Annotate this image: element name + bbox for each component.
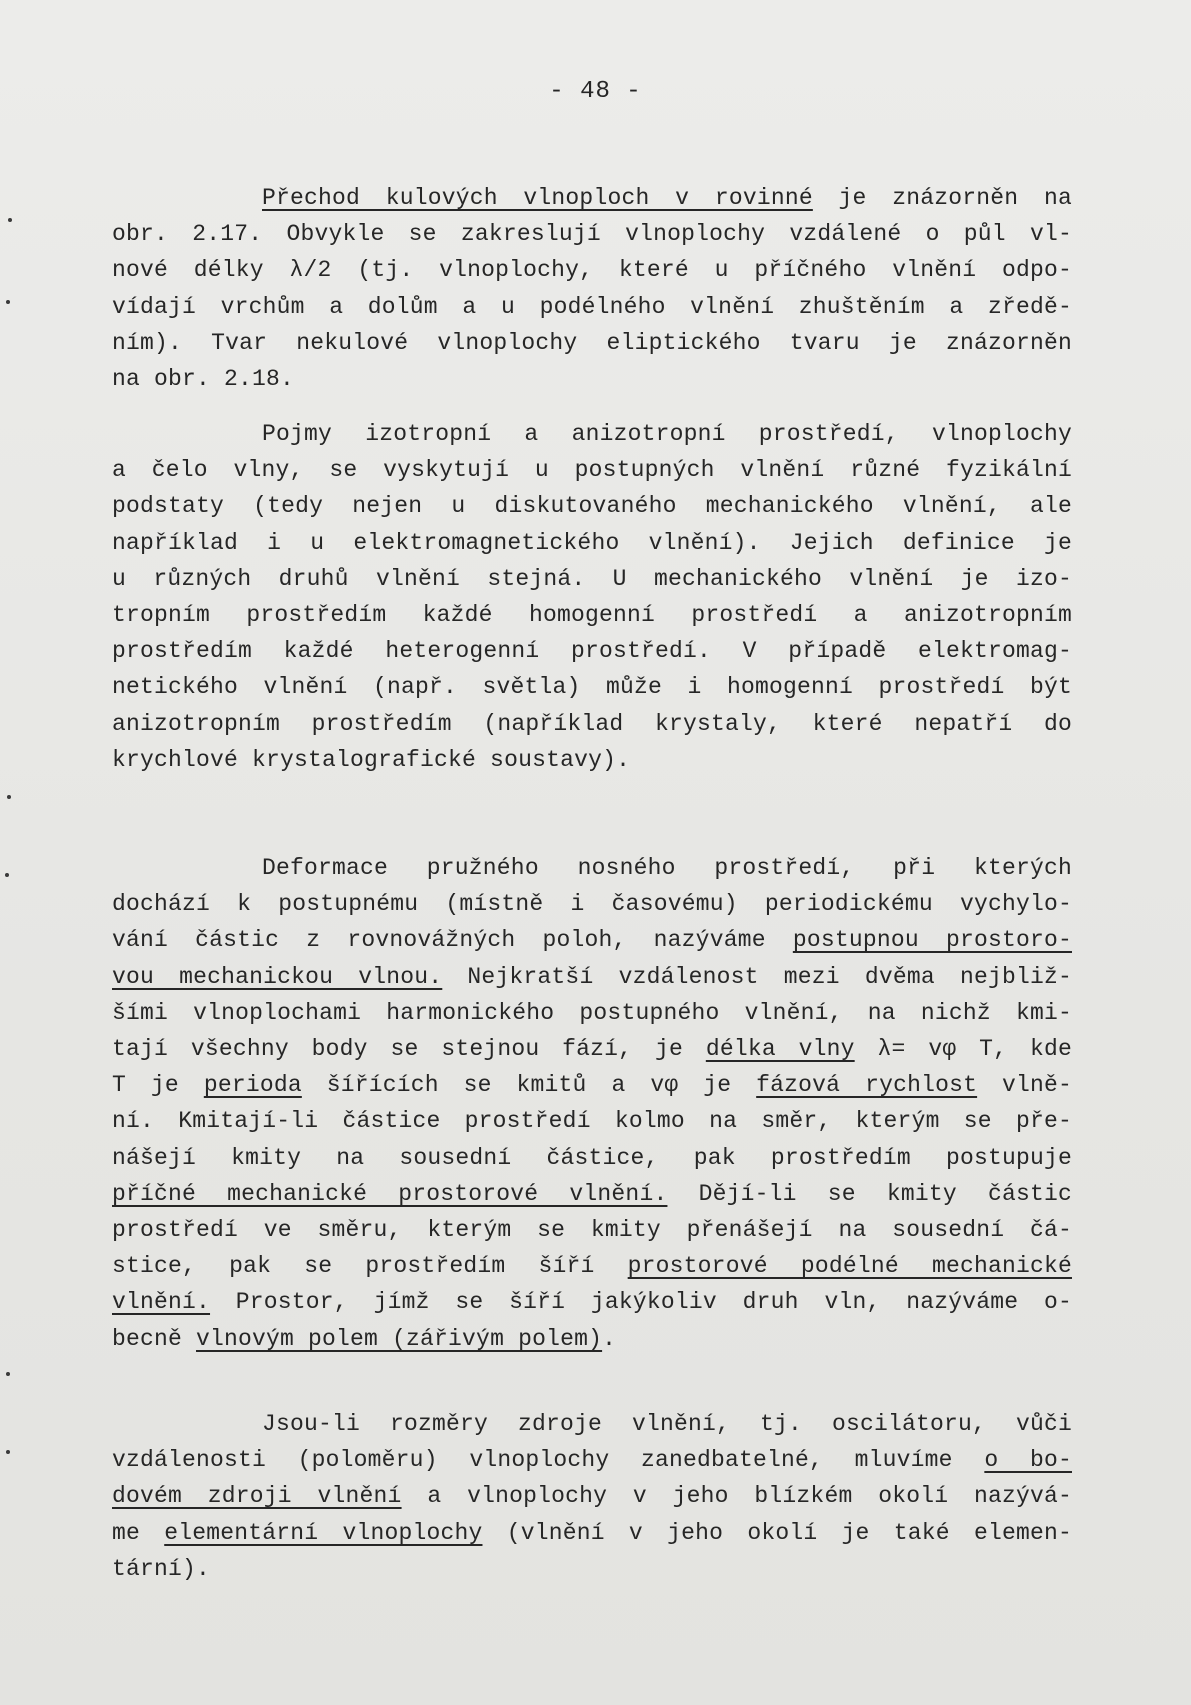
underlined-term: vou mechanickou vlnou. [112, 963, 443, 990]
text-run: krychlové krystalografické soustavy). [112, 746, 631, 773]
text-run: u různých druhů vlnění stejná. U mechanického vlnění je izo- [112, 565, 1072, 592]
text-run: Prostor, jímž se šíří jakýkoliv druh vln, nazýváme o- [210, 1289, 1072, 1316]
text-line [112, 1284, 1072, 1320]
text-line [112, 452, 1072, 488]
text-run: dochází k postupnému (místně i časovému) periodickému vychylo- [112, 891, 1072, 918]
text-run: prostředím každé heterogenní prostředí. V případě elektromag- [112, 638, 1072, 665]
text-line [112, 995, 1072, 1031]
text-run: Nejkratší vzdálenost mezi dvěma nejbliž- [442, 963, 1072, 990]
text-run: podstaty (tedy nejen u diskutovaného mechanického vlnění, ale [112, 493, 1072, 520]
text-run: nové délky λ/2 (tj. vlnoplochy, které u příčného vlnění odpo- [112, 257, 1072, 284]
text-line [112, 216, 1072, 252]
text-line [112, 959, 1072, 995]
text-line [112, 1176, 1072, 1212]
text-run: obr. 2.17. Obvykle se zakreslují vlnoplochy vzdálené o půl vl- [112, 221, 1072, 248]
underlined-term: Přechod kulových vlnoploch v rovinné [262, 185, 813, 211]
text-run: (vlnění v jeho okolí je také elemen- [482, 1519, 1072, 1546]
underlined-term: postupnou prostoro- [792, 927, 1072, 954]
underlined-term: perioda [203, 1072, 302, 1099]
text-run: T je [112, 1072, 204, 1099]
page-number: - 48 - [549, 78, 642, 105]
text-run: například i u elektromagnetického vlnění). Jejich definice je [112, 529, 1072, 556]
text-line [112, 1515, 1072, 1551]
text-run: a vlnoplochy v jeho blízkém okolí nazývá- [401, 1483, 1072, 1510]
text-line [112, 416, 1072, 452]
underlined-term: dovém zdroji vlnění [112, 1483, 402, 1510]
text-line [112, 1031, 1072, 1067]
underlined-term: příčné mechanické prostorové vlnění. [112, 1180, 668, 1207]
text-run: šířících se kmitů a vφ je [301, 1072, 757, 1099]
text-line [112, 1067, 1072, 1103]
text-line [112, 1321, 1072, 1357]
text-run: anizotropním prostředím (například krystaly, které nepatří do [112, 710, 1072, 737]
text-run: me [112, 1519, 165, 1546]
text-run: tární). [112, 1555, 211, 1582]
text-run: netického vlnění (např. světla) může i homogenní prostředí být [112, 674, 1072, 701]
text-line [112, 325, 1072, 361]
text-line [112, 361, 1072, 397]
text-run: tropním prostředím každé homogenní prostředí a anizotropním [112, 602, 1072, 629]
text-run: vzdálenosti (poloměru) vlnoplochy zanedbatelné, mluvíme [112, 1447, 985, 1474]
scan-speck [5, 873, 9, 877]
text-line [112, 525, 1072, 561]
text-line [112, 597, 1072, 633]
underlined-term: prostorové podélné mechanické [627, 1253, 1072, 1280]
text-run: ní. Kmitají-li částice prostředí kolmo na směr, kterým se pře- [112, 1108, 1072, 1135]
text-run: Pojmy izotropní a anizotropní prostředí, vlnoplochy [262, 421, 1072, 447]
text-line [112, 669, 1072, 705]
text-run: vídají vrchům a dolům a u podélného vlnění zhuštěním a zředě- [112, 293, 1072, 320]
text-line [112, 1442, 1072, 1478]
text-line [112, 1551, 1072, 1587]
paragraph-mechanical-wave-definition [112, 850, 1072, 1357]
text-run: ním). Tvar nekulové vlnoplochy eliptického tvaru je znázorněn [112, 329, 1072, 356]
text-run: a čelo vlny, se vyskytují u postupných vlnění různé fyzikální [112, 457, 1072, 484]
scan-speck [6, 1372, 10, 1376]
text-run: becně [112, 1325, 197, 1352]
text-run: tají všechny body se stejnou fází, je [112, 1036, 706, 1063]
underlined-term: vlnění. [112, 1289, 211, 1316]
text-run: šími vlnoplochami harmonického postupného vlnění, na nichž kmi- [112, 999, 1072, 1026]
text-line [112, 1248, 1072, 1284]
text-line [112, 1140, 1072, 1176]
scan-speck [6, 300, 10, 304]
scan-speck [8, 218, 12, 222]
text-line [112, 633, 1072, 669]
scan-speck [7, 795, 11, 799]
text-run: na obr. 2.18. [112, 366, 295, 393]
text-line [112, 886, 1072, 922]
text-line [112, 1478, 1072, 1514]
text-line [112, 1212, 1072, 1248]
text-line [112, 1103, 1072, 1139]
scan-speck [6, 1450, 10, 1454]
text-line [112, 252, 1072, 288]
underlined-term: elementární vlnoplochy [164, 1519, 483, 1546]
paragraph-wave-surfaces [112, 180, 1072, 397]
text-run: vání částic z rovnovážných poloh, nazýváme [112, 927, 793, 954]
text-run: je znázorněn na [812, 185, 1072, 211]
text-line [112, 180, 1072, 216]
text-run: nášejí kmity na sousední částice, pak prostředím postupuje [112, 1144, 1072, 1171]
text-line [112, 742, 1072, 778]
paragraph-point-source [112, 1406, 1072, 1587]
underlined-term: délka vlny [705, 1036, 855, 1063]
text-run: Jsou-li rozměry zdroje vlnění, tj. oscilátoru, vůči [262, 1411, 1072, 1437]
text-line [112, 561, 1072, 597]
text-line [112, 922, 1072, 958]
underlined-term: fázová rychlost [756, 1072, 978, 1099]
text-line [112, 488, 1072, 524]
text-run: Deformace pružného nosného prostředí, při kterých [262, 855, 1072, 881]
underlined-term: vlnovým polem (zářivým polem) [196, 1325, 603, 1352]
text-line [112, 706, 1072, 742]
text-run: stice, pak se prostředím šíří [112, 1253, 628, 1280]
text-run: . [602, 1325, 617, 1352]
text-line [112, 289, 1072, 325]
text-run: λ= vφ T, kde [854, 1036, 1072, 1063]
text-run: vlně- [977, 1072, 1073, 1099]
paragraph-isotropic-media [112, 416, 1072, 778]
text-line [112, 1406, 1072, 1442]
text-line [112, 850, 1072, 886]
text-run: Dějí-li se kmity částic [667, 1180, 1072, 1207]
underlined-term: o bo- [984, 1447, 1072, 1474]
text-run: prostředí ve směru, kterým se kmity přenášejí na sousední čá- [112, 1217, 1072, 1244]
